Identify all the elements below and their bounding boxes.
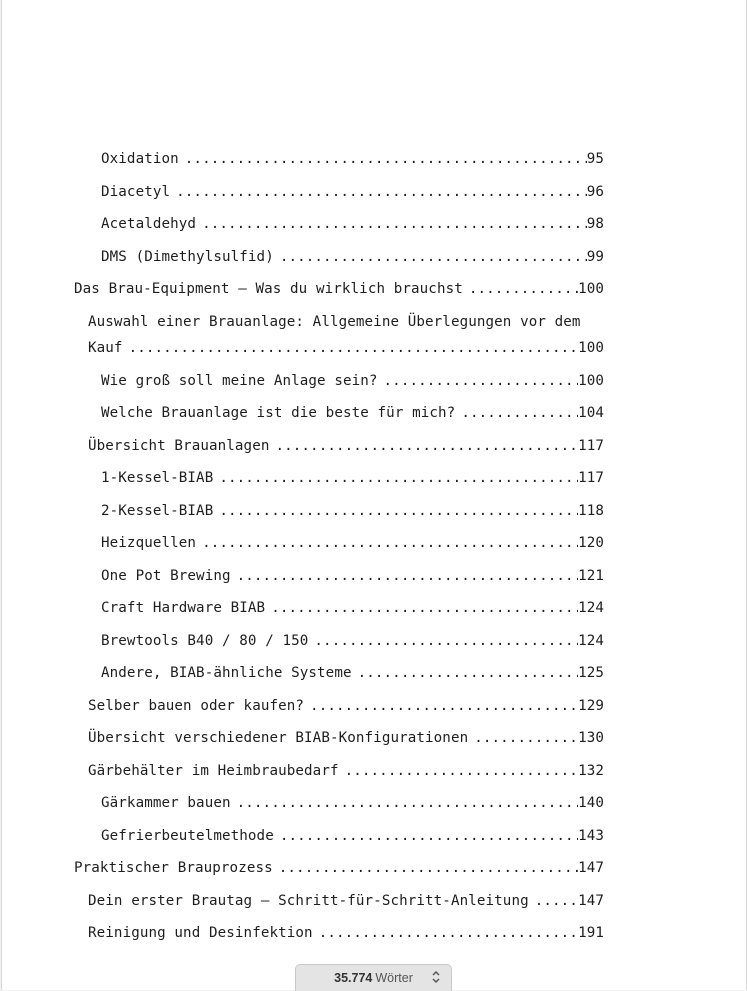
toc-page-number: 98 <box>586 216 604 232</box>
toc-page-number: 118 <box>578 502 604 519</box>
toc-page-number: 100 <box>578 339 604 356</box>
toc-entry[interactable] <box>101 790 604 823</box>
toc-entry-title: Selber bauen oder kaufen? <box>88 697 305 714</box>
toc-entry-title: Das Brau-Equipment – Was du wirklich brauchst <box>74 281 463 297</box>
toc-page-number: 121 <box>578 567 604 584</box>
toc-entry[interactable] <box>74 276 604 309</box>
toc-entry[interactable] <box>74 855 604 888</box>
toc-entry-title: 1-Kessel-BIAB <box>101 470 214 486</box>
toc-entry-title: Oxidation <box>101 151 179 167</box>
toc-leader-dots <box>319 920 578 946</box>
toc-leader-dots <box>185 146 587 172</box>
toc-page-number: 129 <box>578 697 604 714</box>
toc-leader-dots <box>275 433 578 459</box>
toc-page-number: 147 <box>578 892 604 909</box>
word-count-unit: Wörter <box>375 971 413 985</box>
toc-entry[interactable] <box>101 400 604 433</box>
toc-page-number: 124 <box>578 600 604 616</box>
toc-entry-title: Welche Brauanlage ist die beste für mich? <box>101 405 456 421</box>
toc-entry[interactable] <box>101 823 604 856</box>
word-count-number: 35.774 <box>334 971 373 985</box>
toc-entry-title: Craft Hardware BIAB <box>101 600 266 616</box>
toc-entry-title: Gärkammer bauen <box>101 795 231 811</box>
toc-page-number: 125 <box>578 665 604 681</box>
toc-entry-title: Heizquellen <box>101 535 197 551</box>
toc-leader-dots <box>129 335 578 361</box>
toc-entry[interactable] <box>88 309 604 368</box>
toc-page-number: 147 <box>578 860 604 876</box>
toc-entry[interactable] <box>101 368 604 401</box>
toc-leader-dots <box>535 888 578 914</box>
toc-leader-dots <box>384 368 579 394</box>
word-count-selector[interactable] <box>295 964 452 991</box>
toc-leader-dots <box>176 179 587 205</box>
toc-leader-dots <box>202 211 587 237</box>
toc-leader-dots <box>237 790 578 816</box>
toc-page-number: 96 <box>586 183 604 200</box>
toc-entry[interactable] <box>101 595 604 628</box>
toc-entry-title: Gefrierbeutelmethode <box>101 827 274 844</box>
toc-leader-dots <box>474 725 578 751</box>
toc-page-number: 100 <box>578 281 604 297</box>
toc-entry-title: Diacetyl <box>101 183 171 200</box>
toc-entry-title: Übersicht verschiedener BIAB-Konfigurationen <box>88 730 469 746</box>
toc-entry-title-line1: Auswahl einer Brauanlage: Allgemeine Überlegungen vor dem <box>88 313 581 330</box>
toc-page-number: 99 <box>586 248 604 265</box>
toc-entry[interactable] <box>101 563 604 596</box>
chevron-up-down-icon <box>431 970 441 984</box>
toc-entry-title: Wie groß soll meine Anlage sein? <box>101 372 378 389</box>
toc-entry-title: Kauf <box>88 339 123 356</box>
toc-page-number: 120 <box>578 535 604 551</box>
toc-entry-title: Acetaldehyd <box>101 216 197 232</box>
toc-entry[interactable] <box>101 660 604 693</box>
toc-page-number: 104 <box>578 405 604 421</box>
toc-page-number: 95 <box>586 151 604 167</box>
toc-entry-title: Andere, BIAB-ähnliche Systeme <box>101 665 352 681</box>
toc-page-number: 132 <box>578 762 604 779</box>
toc-entry-title: 2-Kessel-BIAB <box>101 502 214 519</box>
toc-entry-title: Brewtools B40 / 80 / 150 <box>101 632 309 649</box>
toc-page-number: 143 <box>578 827 604 844</box>
toc-leader-dots <box>345 758 578 784</box>
toc-leader-dots <box>310 693 578 719</box>
toc-entry[interactable] <box>88 758 604 791</box>
toc-entry-title: Praktischer Brauprozess <box>74 860 273 876</box>
toc-entry[interactable] <box>101 498 604 531</box>
toc-entry[interactable] <box>88 725 604 758</box>
toc-page-number: 191 <box>578 925 604 941</box>
toc-entry[interactable] <box>101 628 604 661</box>
toc-entry-title: Übersicht Brauanlagen <box>88 437 270 454</box>
toc-leader-dots <box>469 276 578 302</box>
toc-page-number: 117 <box>578 470 604 486</box>
toc-entry-title: DMS (Dimethylsulfid) <box>101 248 274 265</box>
toc-leader-dots <box>461 400 578 426</box>
toc-page-number: 140 <box>578 795 604 811</box>
toc-entry[interactable] <box>101 244 604 277</box>
toc-leader-dots <box>280 823 578 849</box>
toc-entry-title: One Pot Brewing <box>101 567 231 584</box>
toc-entry-title: Reinigung und Desinfektion <box>88 925 313 941</box>
toc-entry[interactable] <box>101 211 604 244</box>
toc-entry[interactable] <box>101 530 604 563</box>
toc-leader-dots <box>280 244 587 270</box>
toc-entry[interactable] <box>101 146 604 179</box>
toc-entry[interactable] <box>88 693 604 726</box>
toc-leader-dots <box>271 595 578 621</box>
toc-page-number: 117 <box>578 437 604 454</box>
toc-entry[interactable] <box>88 888 604 921</box>
toc-entry[interactable] <box>88 433 604 466</box>
toc-entry-title: Gärbehälter im Heimbraubedarf <box>88 762 339 779</box>
toc-leader-dots <box>219 465 578 491</box>
toc-leader-dots <box>219 498 578 524</box>
toc-entry[interactable] <box>101 465 604 498</box>
toc-entry[interactable] <box>88 920 604 953</box>
toc-page-number: 124 <box>578 632 604 649</box>
document-page[interactable] <box>1 0 747 990</box>
toc-page-number: 100 <box>578 372 604 389</box>
toc-leader-dots <box>202 530 578 556</box>
toc-leader-dots <box>314 628 578 654</box>
table-of-contents <box>2 146 746 953</box>
toc-page-number: 130 <box>578 730 604 746</box>
toc-leader-dots <box>279 855 578 881</box>
toc-leader-dots <box>358 660 578 686</box>
toc-entry-title: Dein erster Brautag – Schritt-für-Schritt-Anleitung <box>88 892 529 909</box>
toc-leader-dots <box>237 563 578 589</box>
toc-entry[interactable] <box>101 179 604 212</box>
